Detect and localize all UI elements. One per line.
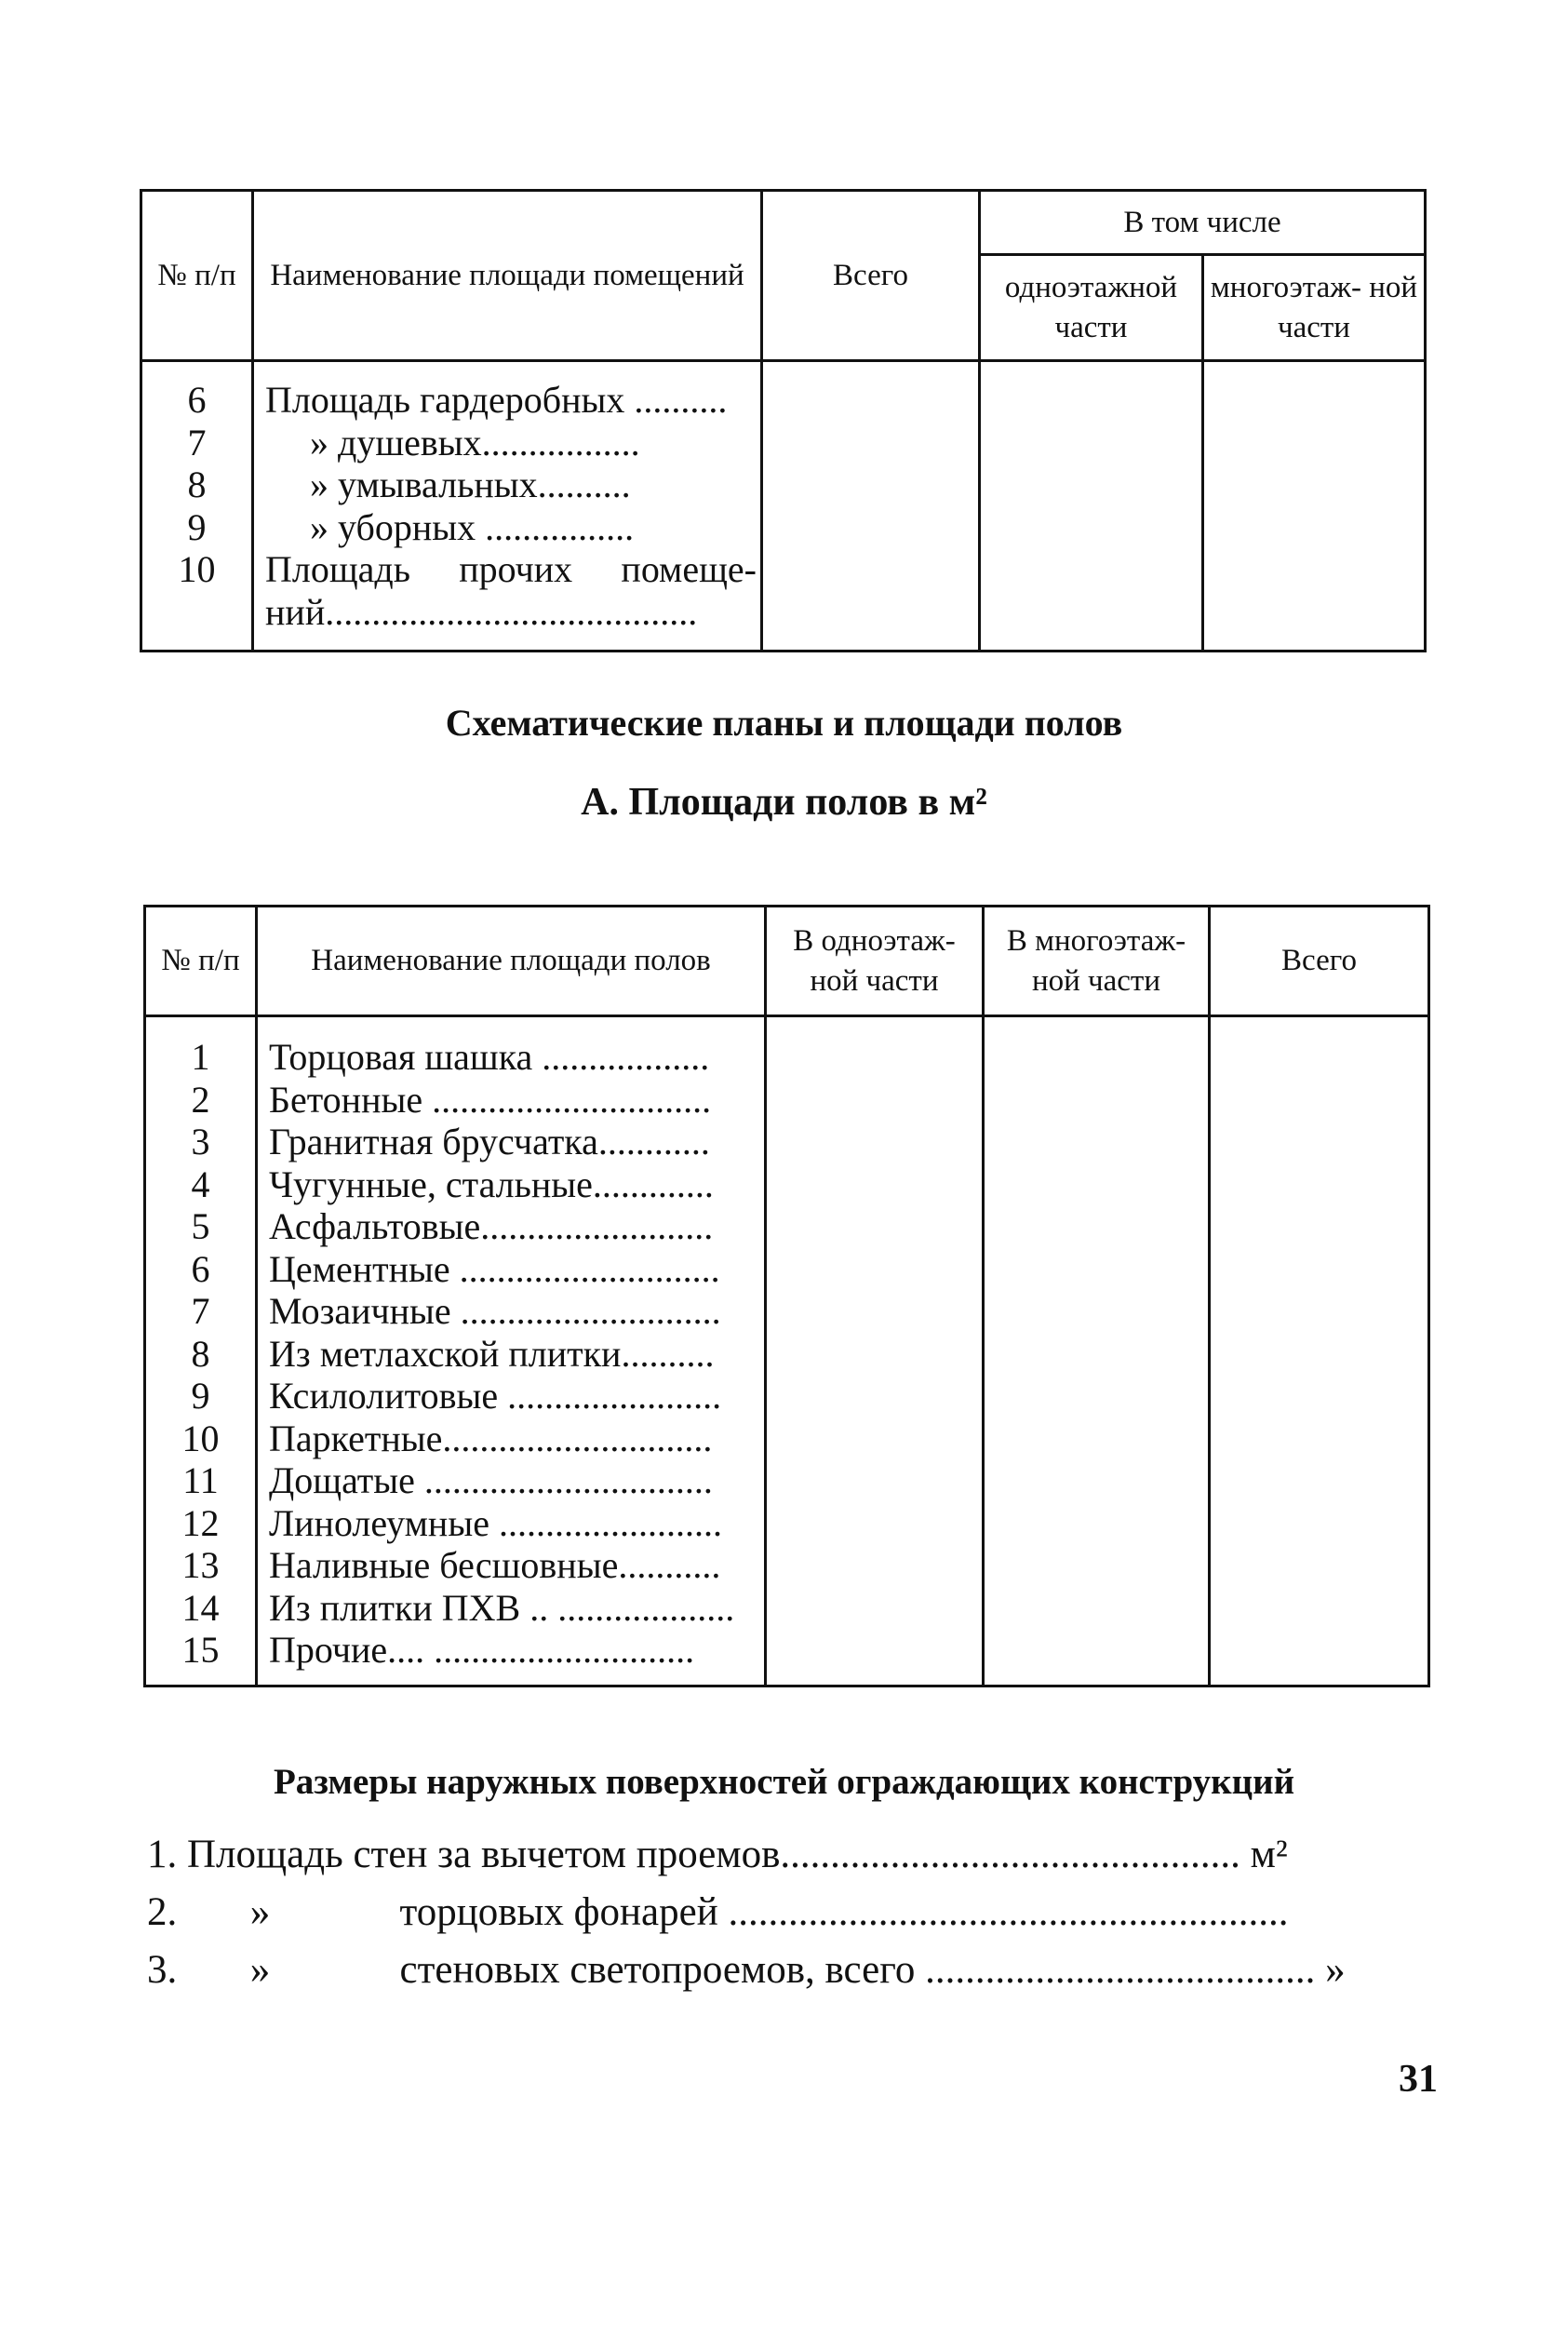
outer-item-text: торцовых фонарей ........................................................ bbox=[399, 1890, 1289, 1934]
outer-item-num: 3. bbox=[147, 1948, 178, 1992]
row-number: 15 bbox=[181, 1629, 220, 1671]
row-number: 7 bbox=[187, 421, 207, 464]
row-number: 6 bbox=[191, 1247, 210, 1290]
row-number: 3 bbox=[191, 1121, 210, 1162]
section-title: Схематические планы и площади полов bbox=[445, 702, 1123, 744]
col-header-single: В одноэтаж- ной части bbox=[766, 907, 984, 1016]
row-name: Мозаичные ............................ bbox=[269, 1290, 721, 1332]
row-number: 12 bbox=[181, 1501, 220, 1544]
row-numbers bbox=[141, 361, 253, 652]
row-number: 4 bbox=[191, 1162, 210, 1205]
col-header-total: Всего bbox=[762, 191, 980, 361]
row-number: 14 bbox=[181, 1586, 220, 1629]
outer-surfaces-title: Размеры наружных поверхностей ограждающих конструкций bbox=[273, 1762, 1295, 1802]
row-name: Торцовая шашка .................. bbox=[269, 1036, 710, 1078]
col-header-multi: многоэтаж- ной части bbox=[1203, 255, 1426, 361]
row-name: » душевых................. bbox=[310, 421, 640, 464]
row-number: 8 bbox=[187, 464, 207, 505]
rooms-area-table bbox=[140, 189, 1427, 652]
outer-item-unit: м² bbox=[1250, 1833, 1288, 1876]
row-name: Из метлахской плитки.......... bbox=[269, 1332, 715, 1375]
row-number: 6 bbox=[187, 379, 207, 421]
row-name: Асфальтовые......................... bbox=[269, 1205, 714, 1247]
row-name: Паркетные............................. bbox=[269, 1417, 713, 1459]
row-name: Линолеумные ........................ bbox=[269, 1501, 722, 1544]
row-name: » уборных ................ bbox=[310, 505, 635, 548]
outer-item-ditto: » bbox=[249, 1890, 271, 1934]
row-number: 5 bbox=[191, 1205, 210, 1247]
outer-item-text: стеновых светопроемов, всего ....................................... bbox=[399, 1948, 1316, 1992]
row-name: Площадь прочих помеще- ний........................................ bbox=[265, 548, 757, 633]
floor-area-table bbox=[143, 905, 1430, 1687]
row-name: Чугунные, стальные............. bbox=[269, 1162, 714, 1205]
outer-item-num: 1. bbox=[147, 1833, 178, 1876]
row-name: Бетонные .............................. bbox=[269, 1078, 712, 1121]
outer-item-num: 2. bbox=[147, 1890, 178, 1934]
row-name: Ксилолитовые ....................... bbox=[269, 1375, 722, 1417]
row-number: 13 bbox=[181, 1544, 220, 1586]
row-name: Прочие.... ............................ bbox=[269, 1629, 695, 1671]
row-number: 7 bbox=[191, 1290, 210, 1332]
row-names bbox=[253, 361, 762, 652]
col-header-multi: В многоэтаж- ной части bbox=[984, 907, 1210, 1016]
row-number: 10 bbox=[181, 1417, 220, 1459]
row-name: Из плитки ПХВ .. ................... bbox=[269, 1586, 735, 1629]
row-number: 1 bbox=[191, 1036, 210, 1078]
outer-item-unit: » bbox=[1325, 1948, 1346, 1992]
col-header-name: Наименование площади помещений bbox=[253, 191, 762, 361]
row-name: Гранитная брусчатка............ bbox=[269, 1121, 710, 1162]
page-number: 31 bbox=[1399, 2058, 1438, 2101]
col-header-total: Всего bbox=[1210, 907, 1429, 1016]
row-name: Дощатые ............................... bbox=[269, 1459, 713, 1501]
row-name: Площадь гардеробных .......... bbox=[265, 379, 728, 421]
col-header-single: одноэтажной части bbox=[980, 255, 1203, 361]
outer-item-2 bbox=[147, 1889, 1289, 1935]
cell-total bbox=[762, 361, 980, 652]
row-number: 11 bbox=[182, 1459, 219, 1501]
outer-item-ditto: » bbox=[249, 1948, 271, 1992]
subsection-title: А. Площади полов в м² bbox=[581, 781, 987, 824]
row-numbers bbox=[145, 1016, 257, 1686]
outer-item-text: Площадь стен за вычетом проемов.............................................. bbox=[187, 1833, 1240, 1876]
row-names bbox=[257, 1016, 766, 1686]
col-header-name: Наименование площади полов bbox=[257, 907, 766, 1016]
cell-single bbox=[980, 361, 1203, 652]
row-name: Наливные бесшовные........... bbox=[269, 1544, 721, 1586]
row-number: 2 bbox=[191, 1078, 210, 1121]
row-name: Цементные ............................ bbox=[269, 1247, 720, 1290]
row-number: 9 bbox=[187, 505, 207, 548]
col-header-num: № п/п bbox=[145, 907, 257, 1016]
row-number: 9 bbox=[191, 1375, 210, 1417]
cell-multi bbox=[1203, 361, 1426, 652]
cell-multi bbox=[984, 1016, 1210, 1686]
row-number: 8 bbox=[191, 1332, 210, 1375]
cell-single bbox=[766, 1016, 984, 1686]
col-header-group: В том числе bbox=[980, 191, 1426, 255]
row-number: 10 bbox=[178, 548, 216, 590]
outer-item-3 bbox=[147, 1947, 1346, 1993]
col-header-num: № п/п bbox=[141, 191, 253, 361]
cell-total bbox=[1210, 1016, 1429, 1686]
row-name: » умывальных.......... bbox=[310, 464, 631, 505]
outer-item-1 bbox=[147, 1832, 1288, 1877]
